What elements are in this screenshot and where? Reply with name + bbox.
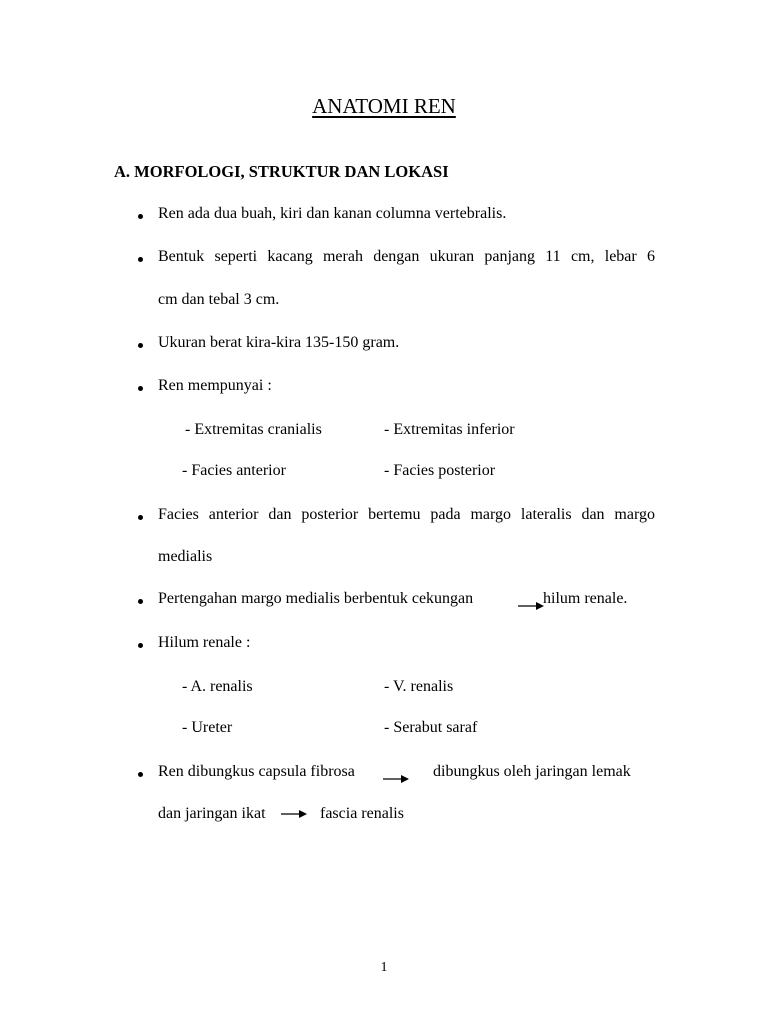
bullet-text-5-line-1: Facies anterior dan posterior bertemu pada margo lateralis dan margo: [158, 506, 655, 523]
bullet-icon: [138, 599, 143, 604]
hilum-ureter: - Ureter: [182, 719, 233, 736]
arrow-right-icon: [383, 771, 409, 783]
bullet-text-8-post: dibungkus oleh jaringan lemak: [433, 763, 631, 780]
bullet-icon: [138, 772, 143, 777]
bullet-text-4: Ren mempunyai :: [158, 377, 272, 394]
hilum-v-renalis: - V. renalis: [384, 678, 454, 695]
page-number: 1: [380, 960, 388, 975]
bullet-text-8-line-2-pre: dan jaringan ikat: [158, 805, 266, 822]
hilum-serabut-saraf: - Serabut saraf: [384, 719, 478, 736]
bullet-icon: [138, 257, 143, 262]
part-extremitas-inferior: - Extremitas inferior: [384, 421, 515, 438]
bullet-text-6-pre: Pertengahan margo medialis berbentuk cekungan: [158, 590, 474, 607]
arrow-right-icon: [518, 598, 544, 610]
bullet-icon: [138, 515, 143, 520]
bullet-icon: [138, 214, 143, 219]
part-facies-anterior: - Facies anterior: [182, 462, 286, 479]
bullet-text-8-line-2-post: fascia renalis: [320, 805, 404, 822]
bullet-text-6-post: hilum renale.: [543, 590, 628, 607]
bullet-icon: [138, 343, 143, 348]
section-heading: A. MORFOLOGI, STRUKTUR DAN LOKASI: [114, 162, 449, 181]
hilum-a-renalis: - A. renalis: [182, 678, 253, 695]
arrow-right-icon: [281, 808, 307, 820]
bullet-text-8-pre: Ren dibungkus capsula fibrosa: [158, 763, 355, 780]
bullet-icon: [138, 386, 143, 391]
bullet-text-2-line-2: cm dan tebal 3 cm.: [158, 291, 280, 308]
bullet-text-1: Ren ada dua buah, kiri dan kanan columna vertebralis.: [158, 205, 507, 222]
bullet-text-7: Hilum renale :: [158, 634, 251, 651]
bullet-icon: [138, 643, 143, 648]
part-facies-posterior: - Facies posterior: [384, 462, 496, 479]
page-title: ANATOMI REN: [312, 94, 456, 118]
bullet-text-3: Ukuran berat kira-kira 135-150 gram.: [158, 334, 400, 351]
bullet-text-5-line-2: medialis: [158, 548, 213, 565]
bullet-text-2-line-1: Bentuk seperti kacang merah dengan ukuran panjang 11 cm, lebar 6: [158, 248, 655, 265]
part-extremitas-cranialis: - Extremitas cranialis: [185, 421, 322, 438]
